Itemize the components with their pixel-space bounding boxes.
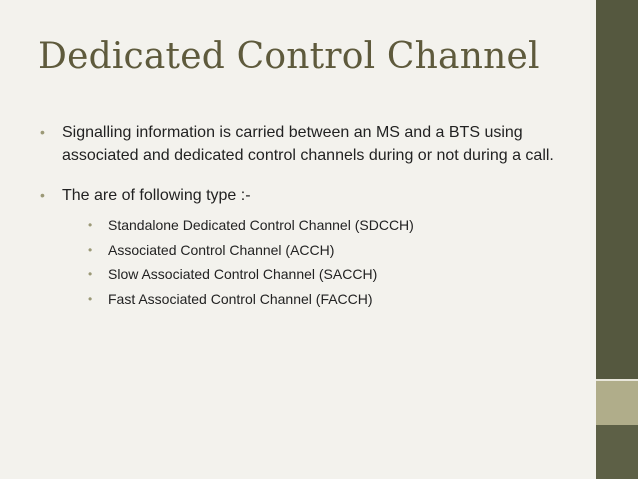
bullet-dot-icon: •	[88, 267, 93, 281]
bullet-text: Signalling information is carried between an MS and a BTS using associated and dedicated control channels during or not during a call.	[62, 124, 554, 164]
sub-bullet-list	[62, 213, 578, 311]
sub-bullet-text: Fast Associated Control Channel (FACCH)	[108, 290, 373, 307]
side-decor-block-light	[596, 381, 638, 425]
bullet-item	[38, 121, 578, 167]
bullet-dot-icon: •	[88, 242, 93, 257]
sub-bullet-text: Slow Associated Control Channel (SACCH)	[108, 266, 378, 282]
sub-bullet-item	[84, 238, 578, 263]
sub-bullet-text: Associated Control Channel (ACCH)	[108, 241, 335, 258]
bullet-item	[38, 184, 578, 311]
sub-bullet-text: Standalone Dedicated Control Channel (SDCCH)	[108, 217, 414, 233]
bullet-dot-icon: •	[88, 291, 93, 306]
bullet-text: The are of following type :-	[62, 187, 251, 204]
slide-title: Dedicated Control Channel	[38, 36, 540, 77]
side-decor-block-dark	[596, 425, 638, 479]
sub-bullet-item	[84, 287, 578, 312]
bullet-list	[38, 121, 578, 311]
sub-bullet-item	[84, 213, 578, 238]
sub-bullet-item	[84, 262, 578, 287]
bullet-dot-icon: •	[40, 124, 45, 140]
bullet-dot-icon: •	[88, 218, 93, 232]
bullet-dot-icon: •	[40, 187, 45, 203]
